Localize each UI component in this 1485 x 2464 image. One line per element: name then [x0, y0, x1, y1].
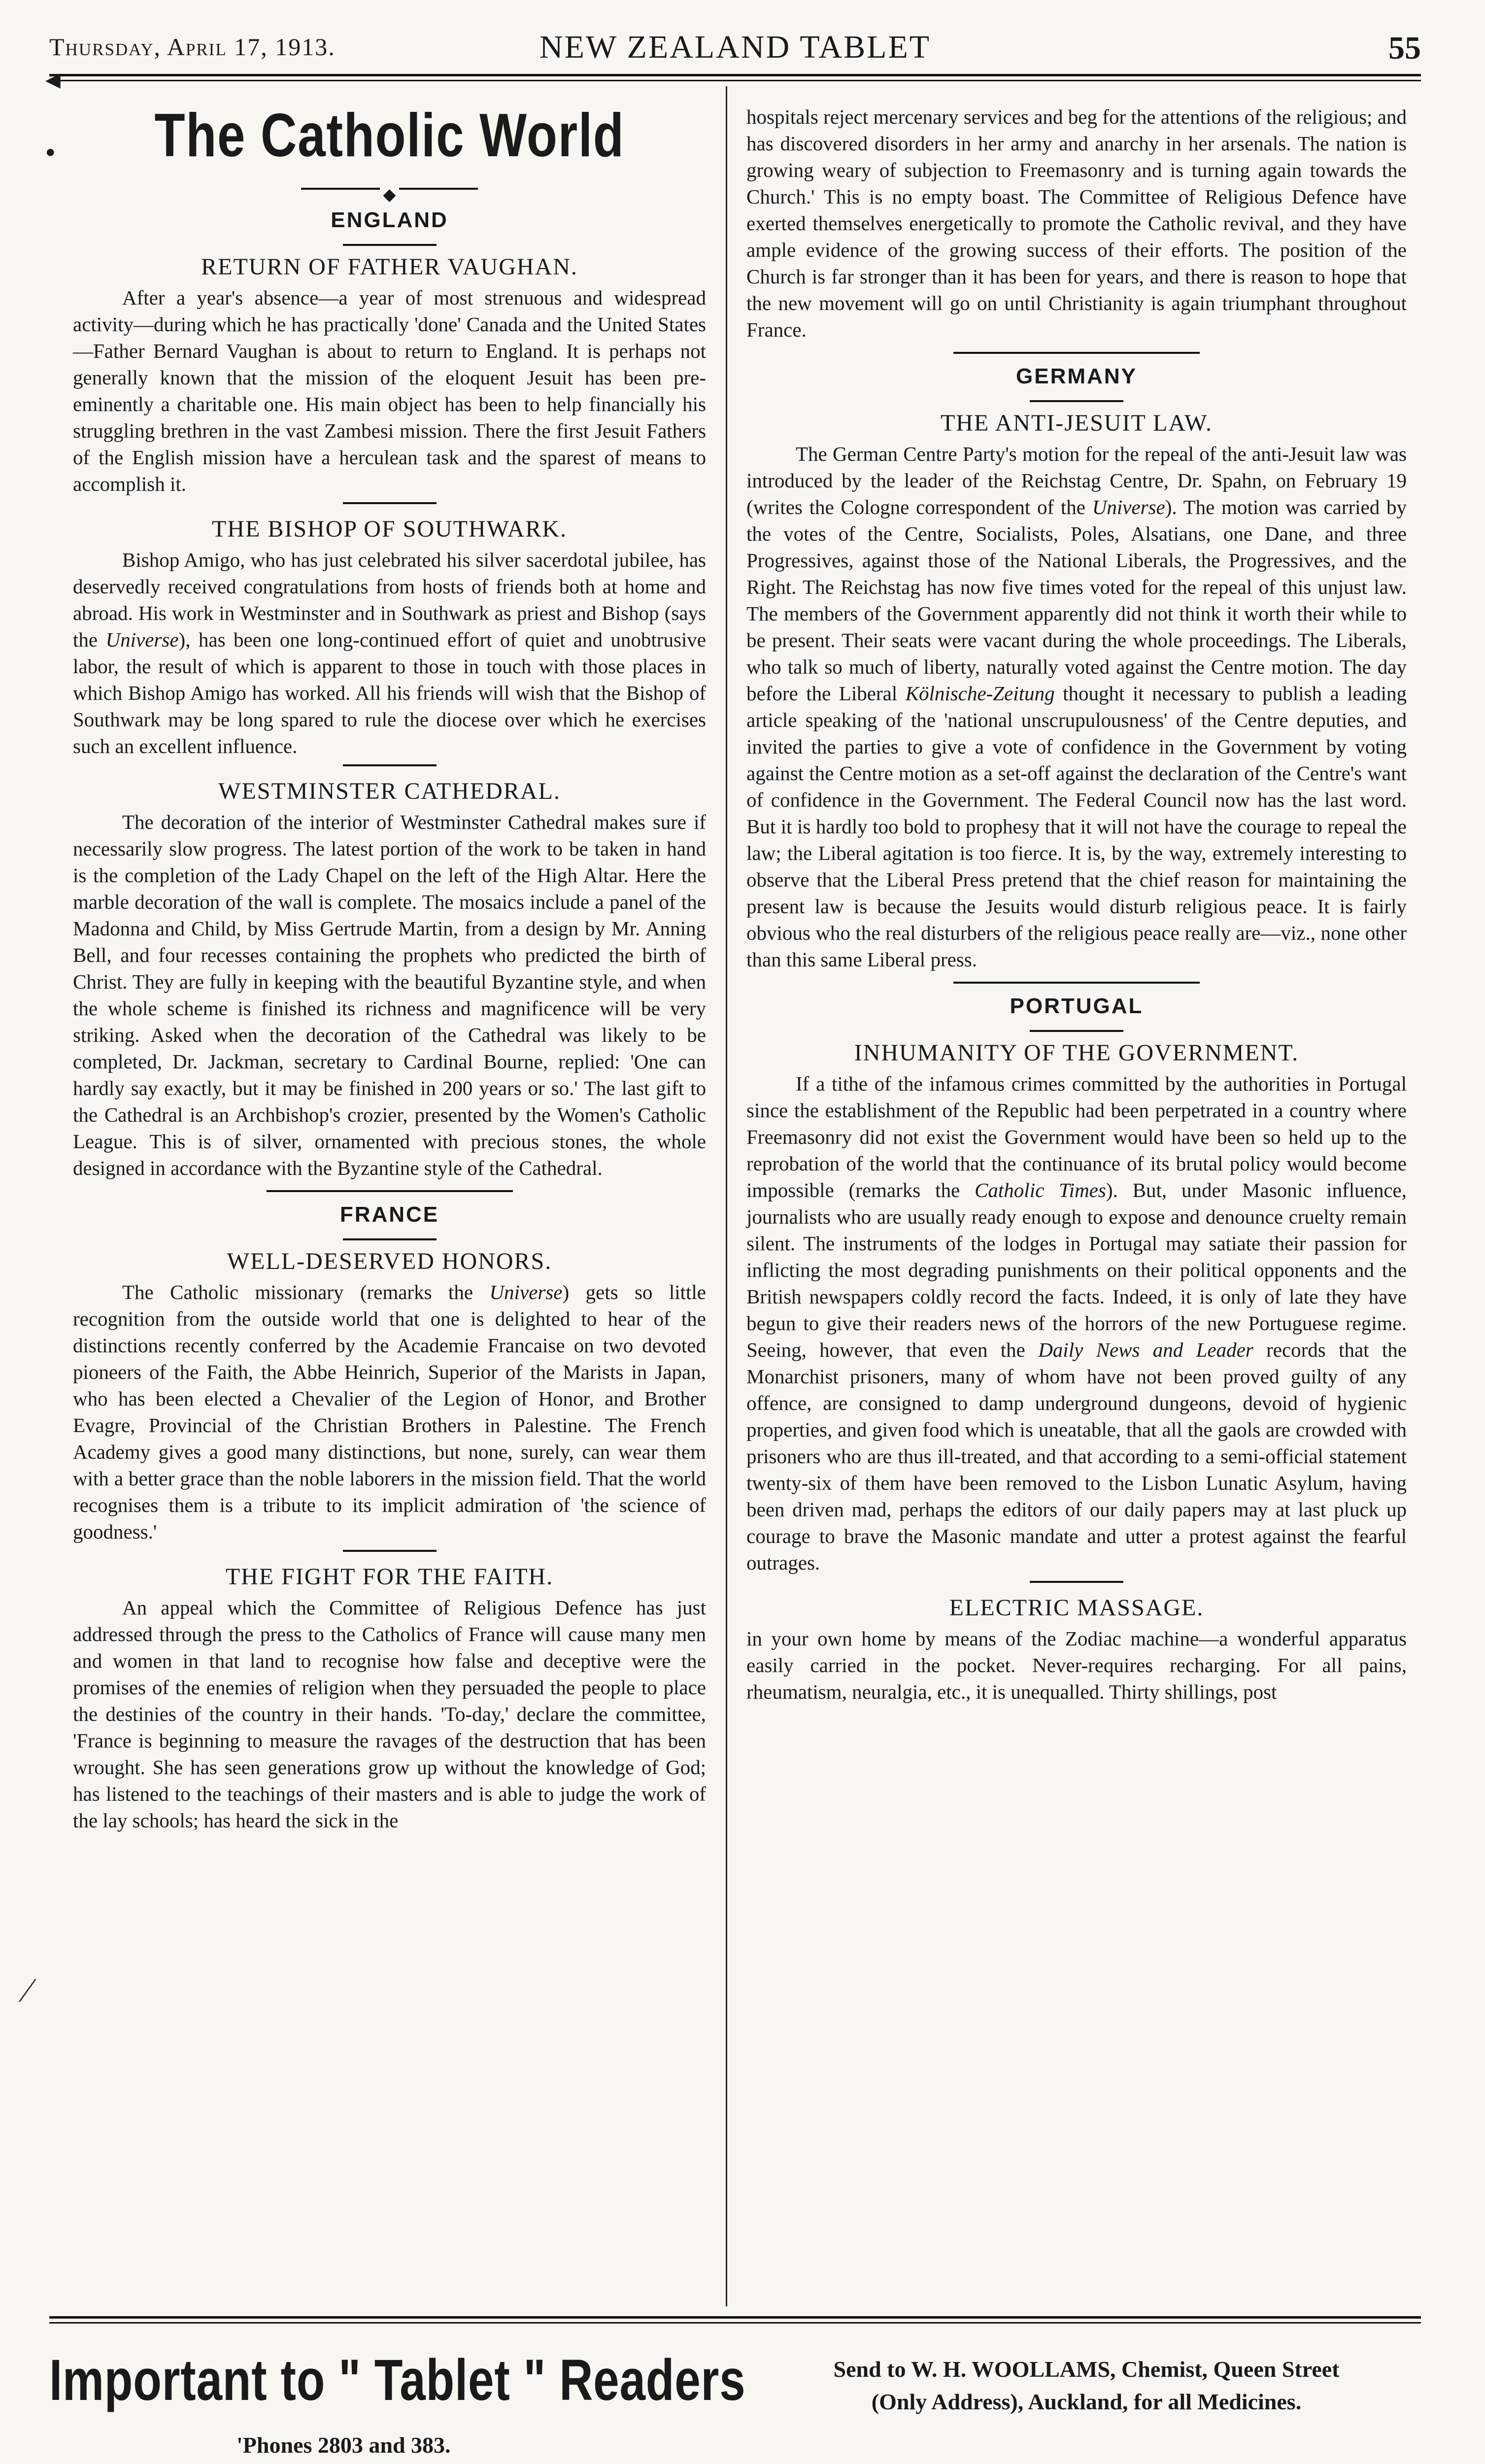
article-heading: WESTMINSTER CATHEDRAL. [218, 778, 561, 804]
region-heading-france: FRANCE [339, 1202, 439, 1227]
advert-phones: 'Phones 2803 and 383. [236, 2432, 451, 2458]
article-paragraph: An appeal which the Committee of Religious Defence has just addressed through the press to the Catholics of France will cause many men and women in that land to recognise how false and deceptive were the promises of the enemies of religion when they persuaded the people to place the destinies of the country in their hands. 'To-day,' declare the committee, 'France is beginning to measure the ravages of the destruction that has been wrought. She has seen generations grow up without the knowledge of God; has listened to the teachings of their masters and is able to judge the work of the lay schools; has heard the sick in the [73, 1596, 706, 1832]
article-divider [343, 502, 437, 504]
article-heading: THE FIGHT FOR THE FAITH. [225, 1564, 554, 1590]
article-paragraph: If a tithe of the infamous crimes committed by the authorities in Portugal since the establishment of the Republic had been perpetrated in a country where Freemasonry did not exist the Government would have been so held up to the reprobation of the world that the continuance of its brutal policy would become impossible (remarks the Catholic Times). But, under Masonic influence, journalists who are usually ready enough to expose and denounce cruelty remain silent. The instruments of the lodges in Portugal may satiate their passion for inflicting the most degrading punishments on their political opponents and the British newspapers coldly record the facts. Indeed, it is only of late they have begun to give their readers news of the horrors of the new Portuguese regime. Seeing, however, that even the Daily News and Leader records that the Monarchist prisoners, many of whom have not been proved guilty of any offence, are consigned to damp underground dungeons, devoid of hygienic properties, and given food which is uneatable, that all the gaols are crowded with prisoners who are thus ill-treated, and that according to a semi-official statement twenty-six of them have been removed to the Lisbon Lunatic Asylum, having been driven mad, perhaps the editors of our daily papers may at last pluck up courage to brave the Masonic mandate and utter a protest against the fearful outrages. [746, 1072, 1407, 1574]
heading-rule [1030, 400, 1123, 402]
region-divider [953, 982, 1200, 984]
advert-address-line: (Only Address), Auckland, for all Medicines. [871, 2389, 1302, 2414]
article-heading: THE ANTI-JESUIT LAW. [940, 410, 1213, 436]
margin-dot-icon: ● [45, 143, 56, 161]
section-title: The Catholic World [154, 102, 625, 170]
page-number: 55 [1388, 30, 1421, 66]
region-divider [267, 1190, 513, 1192]
article-heading: ELECTRIC MASSAGE. [949, 1595, 1204, 1621]
article-heading: THE BISHOP OF SOUTHWARK. [212, 516, 567, 542]
article-paragraph: Bishop Amigo, who has just celebrated his silver sacerdotal jubilee, has deservedly received congratulations from hosts of friends both at home and abroad. His work in Westminster and in Southwark as priest and Bishop (says the Universe), has been one long-continued effort of quiet and unobtrusive labor, the result of which is apparent to those in touch with those places in which Bishop Amigo has worked. All his friends will wish that the Bishop of Southwark may be long spared to rule the diocese over which he exercises such an excellent influence. [73, 548, 707, 757]
heading-rule [343, 1238, 437, 1240]
article-paragraph: in your own home by means of the Zodiac machine—a wonderful apparatus easily carried in the pocket. Never-requires recharging. For all pains, rheumatism, neuralgia, etc., it is unequalled. Thirty shillings, post [746, 1627, 1407, 1703]
right-column [746, 103, 1407, 1705]
column-divider [726, 86, 727, 2306]
article-divider [343, 764, 437, 766]
heading-rule [343, 244, 437, 246]
region-divider [953, 352, 1200, 354]
heading-rule [1030, 1030, 1123, 1032]
article-heading: RETURN OF FATHER VAUGHAN. [201, 254, 578, 280]
newspaper-title: NEW ZEALAND TABLET [539, 29, 931, 65]
article-paragraph: hospitals reject mercenary services and beg for the attentions of the religious; and has discovered disorders in her army and anarchy in her arsenals. The nation is growing weary of subjection to Freemasonry and is turning again towards the Church.' This is no empty boast. The Committee of Religious Defence have exerted themselves energetically to promote the Catholic revival, and they have ample evidence of the growing success of their efforts. The position of the Church is far stronger than it has been for years, and there is reason to hope that the new movement will go on until Christianity is again triumphant throughout France. [746, 105, 1407, 341]
region-heading-england: ENGLAND [331, 208, 448, 232]
masthead-rule [49, 74, 1421, 76]
article-paragraph: The Catholic missionary (remarks the Universe) gets so little recognition from the outside world that one is delighted to hear of the distinctions recently conferred by the Academie Francaise on two devoted pioneers of the Faith, the Abbe Heinrich, Superior of the Marists in Japan, who has been elected a Chevalier of the Legion of Honor, and Brother Evagre, Provincial of the Christian Brothers in Palestine. The French Academy gives a good many distinctions, but none, surely, can wear them with a better grace than the noble laborers in the mission field. That the world recognises them is a tribute to its implicit admiration of 'the science of goodness.' [73, 1281, 706, 1543]
masthead-rule-thin [49, 80, 1421, 81]
advert-headline: Important to " Tablet " Readers [49, 2348, 746, 2413]
advert-address [754, 2353, 1419, 2418]
advert-rule [49, 2316, 1421, 2319]
article-divider [343, 1550, 437, 1552]
margin-mark-icon: ◀ [45, 68, 61, 91]
advert-address-line: Send to W. H. WOOLLAMS, Chemist, Queen Street [833, 2357, 1340, 2382]
article-divider [1030, 1581, 1123, 1583]
advert-rule-thin [49, 2322, 1421, 2324]
issue-date: Thursday, April 17, 1913. [49, 33, 336, 61]
article-paragraph: The German Centre Party's motion for the repeal of the anti-Jesuit law was introduced by the leader of the Reichstag Centre, Dr. Spahn, on February 19 (writes the Cologne correspondent of the Universe). The motion was carried by the votes of the Centre, Socialists, Poles, Alsatians, one Dane, and three Progressives, against those of the National Liberals, the Progressives, and the Right. The Reichstag has now five times voted for the repeal of this unjust law. The members of the Government apparently did not think it worth their while to be present. Their seats were vacant during the whole proceedings. The Liberals, who talk so much of liberty, naturally voted against the Centre motion. The day before the Liberal Kölnische-Zeitung thought it necessary to publish a leading article speaking of the 'national unscrupulousness' of the Centre deputies, and invited the parties to give a vote of confidence in the Government by voting against the Centre motion as a set-off against the declaration of the Centre's want of confidence in the Government. The Federal Council now has the last word. But it is hardly too bold to prophesy that it will not have the courage to repeal the law; the Liberal agitation is too fierce. It is, by the way, extremely interesting to observe that the Liberal Press pretend that the chief reason for maintaining the present law is because the Jesuits would disturb religious peace. It is fairly obvious who the real disturbers of the religious peace really are—viz., none other than this same Liberal press. [746, 443, 1407, 971]
pencil-mark-icon: ∕ [25, 1972, 31, 2010]
article-paragraph: After a year's absence—a year of most strenuous and widespread activity—during which he has practically 'done' Canada and the United States—Father Bernard Vaughan is about to return to England. It is perhaps not generally known that the mission of the eloquent Jesuit has been pre-eminently a charitable one. His main object has been to help financially his struggling brethren in the vast Zambesi mission. There the first Jesuit Fathers of the English mission have a herculean task and the sparest of means to accomplish it. [73, 286, 706, 495]
article-paragraph: The decoration of the interior of Westminster Cathedral makes sure if necessarily slow progress. The latest portion of the work to be taken in hand is the completion of the Lady Chapel on the left of the High Altar. Here the marble decoration of the wall is complete. The mosaics include a panel of the Madonna and Child, by Miss Gertrude Martin, from a design by Mr. Anning Bell, and four recesses containing the prophets who predicted the birth of Christ. They are fully in keeping with the beautiful Byzantine style, and when the whole scheme is finished its richness and magnificence will be very striking. Asked when the decoration of the Cathedral was likely to be completed, Dr. Jackman, secretary to Cardinal Bourne, replied: 'One can hardly say exactly, but it may be finished in 200 years or so.' The last gift to the Cathedral is an Archbishop's crozier, presented by the Women's Catholic League. This is of silver, ornamented with precious stones, the whole designed in accordance with the Byzantine style of the Cathedral. [73, 811, 706, 1179]
region-heading-germany: GERMANY [1016, 364, 1137, 388]
region-heading-portugal: PORTUGAL [1010, 994, 1144, 1018]
diamond-icon: ◆ [380, 186, 399, 204]
left-column [73, 101, 706, 1834]
article-heading: INHUMANITY OF THE GOVERNMENT. [854, 1040, 1299, 1066]
article-heading: WELL-DESERVED HONORS. [227, 1248, 552, 1274]
title-ornament [73, 180, 706, 204]
masthead [49, 29, 1421, 78]
